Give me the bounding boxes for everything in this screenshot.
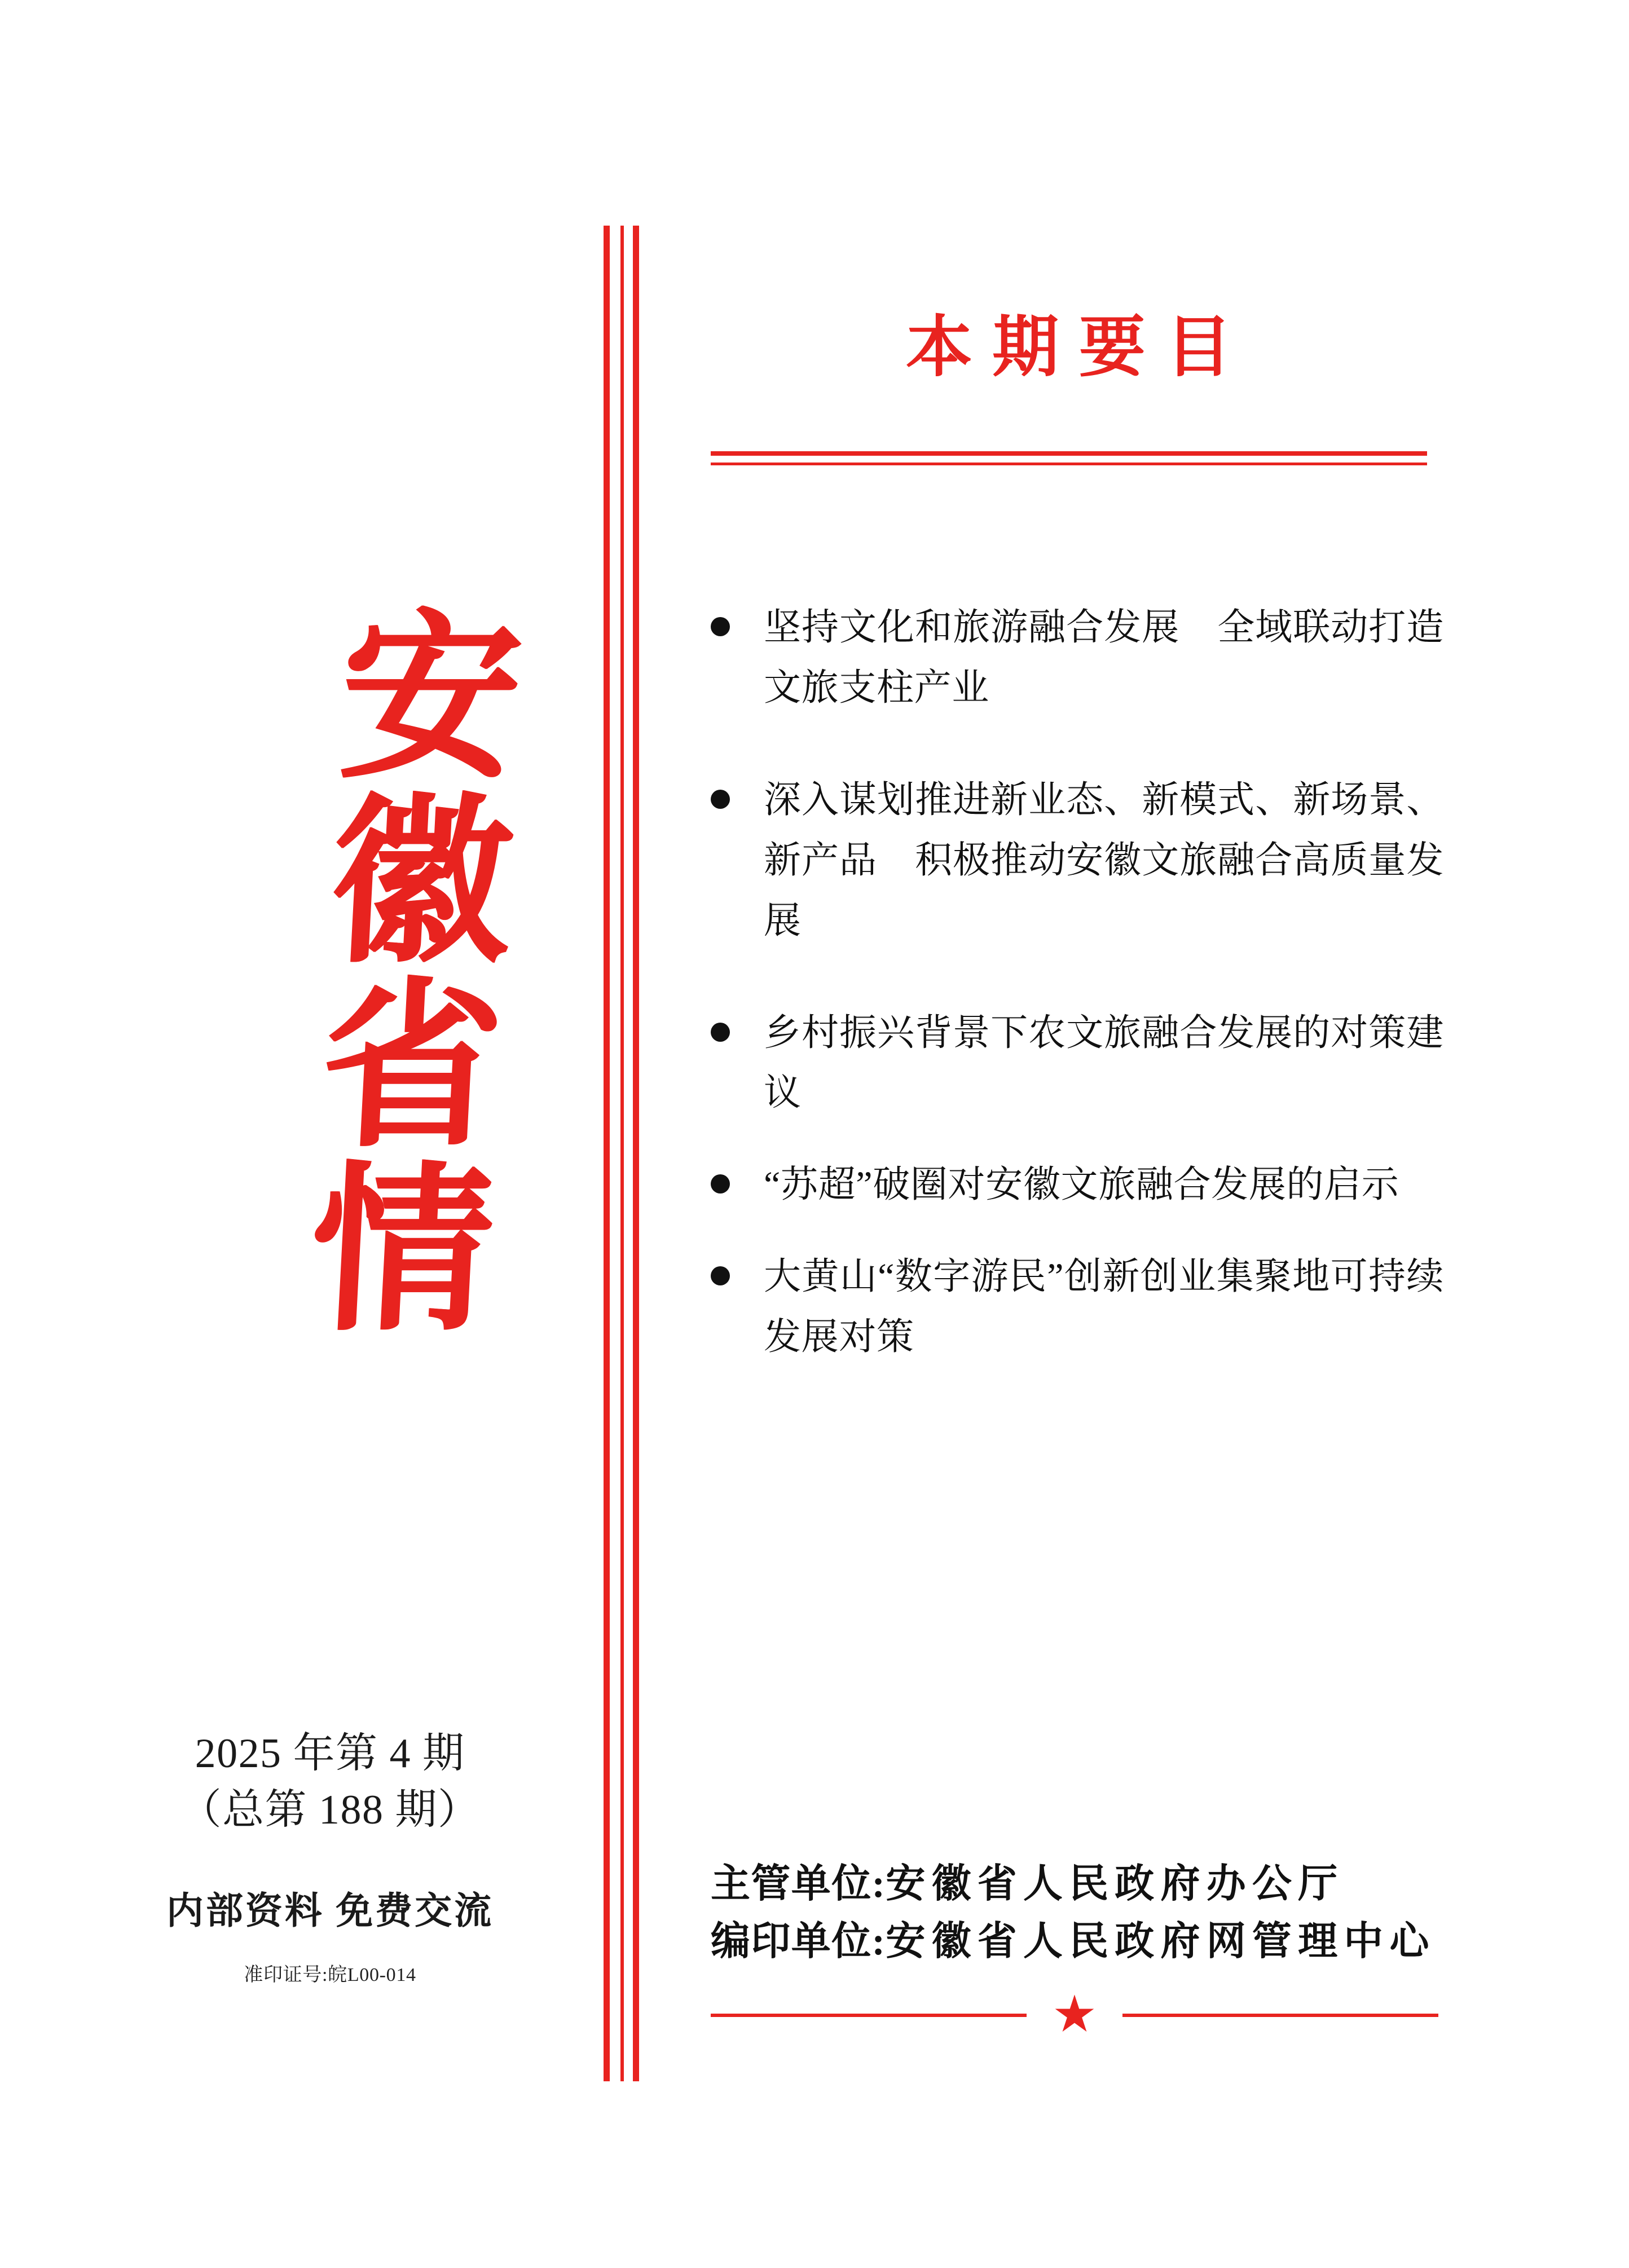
contents-panel: [666, 0, 1629, 2268]
toc-entry-title: 深入谋划推进新业态、新模式、新场景、新产品 积极推动安徽文旅融合高质量发展: [764, 779, 1444, 941]
editor-row: [711, 1913, 1438, 1971]
issue-number: 2025 年第 4 期: [195, 1730, 465, 1777]
editor-label: 编印单位:: [711, 1919, 886, 1963]
list-item[interactable]: [711, 770, 1444, 952]
list-item[interactable]: [711, 1247, 1444, 1368]
heading-rule-gap: [711, 456, 1427, 463]
toc-entry-title: “苏超”破圈对安徽文旅融合发展的启示: [764, 1164, 1399, 1206]
bullet-icon: [711, 1266, 730, 1285]
contents-heading: 本期要目: [905, 307, 1252, 386]
footer-rule-right: [1122, 2014, 1438, 2017]
masthead-panel: [0, 0, 598, 2268]
toc-entry-title: 坚持文化和旅游融合发展 全域联动打造文旅支柱产业: [764, 607, 1444, 708]
divider-rule-inner: [633, 226, 639, 2081]
heading-divider: [711, 451, 1427, 465]
supervisor-value: 安徽省人民政府办公厅: [886, 1862, 1344, 1906]
list-item[interactable]: [711, 1003, 1444, 1124]
bullet-icon: [711, 1023, 730, 1042]
list-item[interactable]: [711, 1155, 1444, 1216]
issue-block: [102, 1726, 558, 1987]
issue-total-number: （总第 188 期）: [179, 1786, 481, 1833]
heading-rule-thick: [711, 451, 1427, 456]
editor-value: 安徽省人民政府网管理中心: [886, 1919, 1436, 1963]
toc-entry-title: 乡村振兴背景下农文旅融合发展的对策建议: [764, 1012, 1444, 1114]
bullet-icon: [711, 1174, 730, 1194]
imprint-block: [711, 1856, 1438, 1970]
table-of-contents: [711, 598, 1444, 1368]
star-icon: ★: [1054, 1992, 1095, 2038]
supervisor-row: [711, 1856, 1438, 1913]
bullet-icon: [711, 617, 730, 636]
divider-rule-middle: [620, 226, 624, 2081]
heading-rule-thin: [711, 463, 1427, 465]
publication-title: 安徽省情: [276, 602, 527, 1338]
divider-rule-outer: [604, 226, 610, 2081]
footer-divider: [711, 1992, 1438, 2038]
toc-entry-title: 大黄山“数字游民”创新创业集聚地可持续发展对策: [764, 1256, 1444, 1358]
license-number: 准印证号:皖L00-014: [244, 1964, 416, 1985]
list-item[interactable]: [711, 598, 1444, 719]
distribution-notice: 内部资料 免费交流: [166, 1890, 494, 1932]
bullet-icon: [711, 790, 730, 809]
supervisor-label: 主管单位:: [711, 1862, 886, 1906]
footer-rule-left: [711, 2014, 1027, 2017]
